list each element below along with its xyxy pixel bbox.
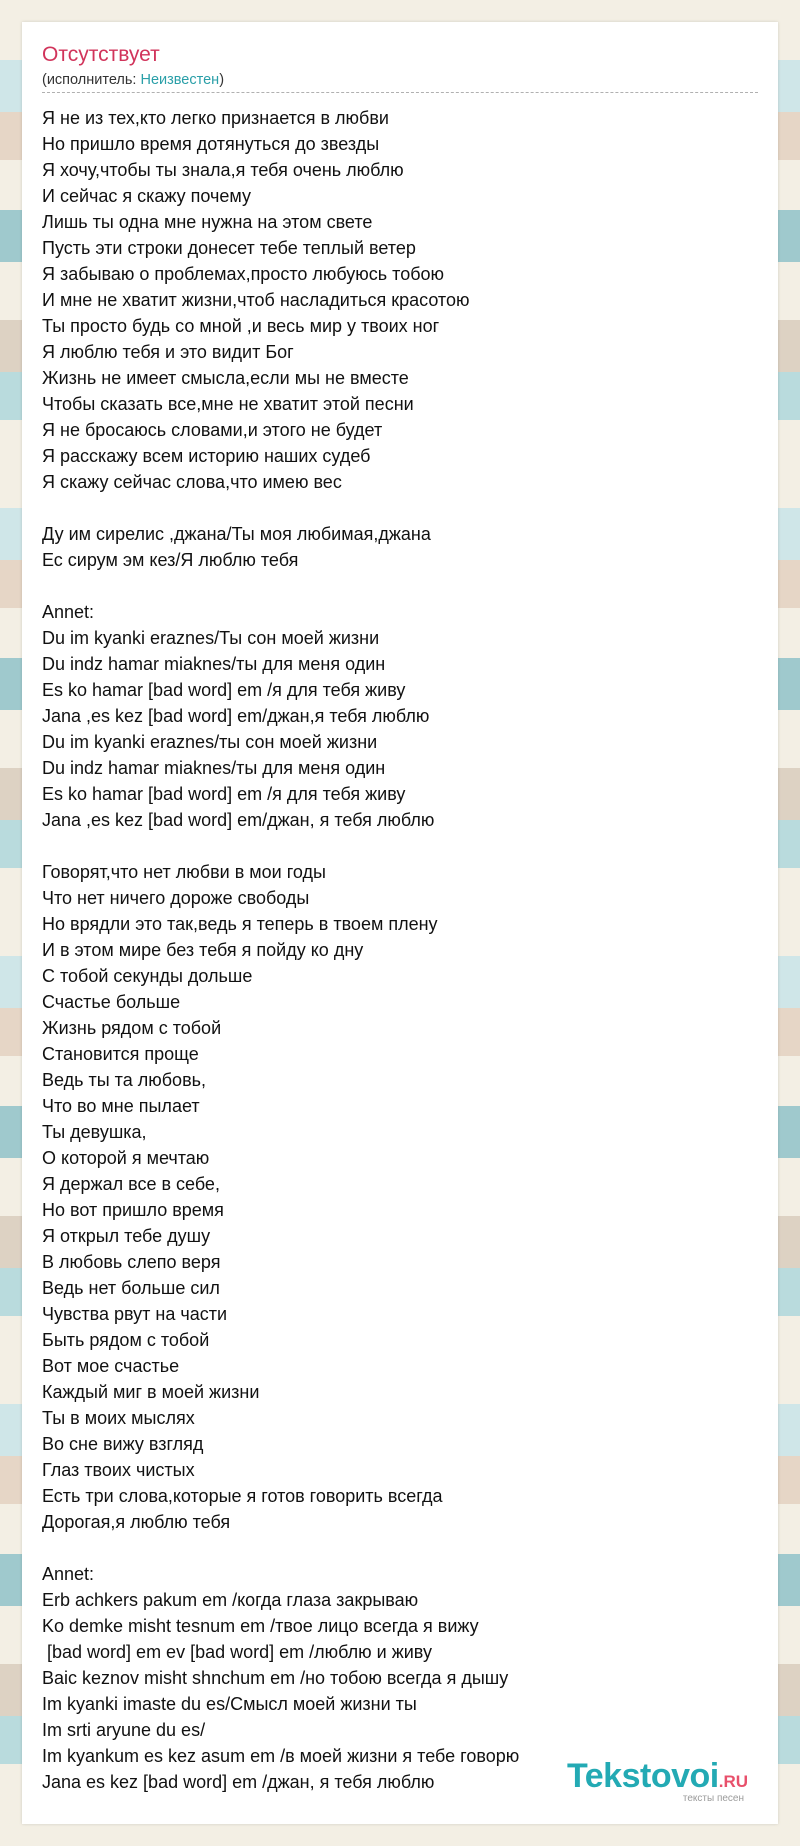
artist-prefix: (исполнитель:	[42, 72, 141, 88]
lyric-line: Jana es kez [bad word] em /джан, я тебя люблю	[42, 1772, 435, 1792]
lyric-line: С тобой секунды дольше	[42, 966, 253, 986]
lyric-line: Каждый миг в моей жизни	[42, 1382, 260, 1402]
lyric-line: Но вот пришло время	[42, 1200, 224, 1220]
lyric-line: Счастье больше	[42, 992, 181, 1012]
lyric-line: Я держал все в себе,	[42, 1174, 220, 1194]
lyric-line: Чувства рвут на части	[42, 1304, 228, 1324]
lyric-line: Ты девушка,	[42, 1122, 147, 1142]
lyric-line: Жизнь не имеет смысла,если мы не вместе	[42, 368, 409, 388]
lyric-line: Я не бросаюсь словами,и этого не будет	[42, 420, 383, 440]
lyric-line: В любовь слепо веря	[42, 1252, 221, 1272]
stanza-break	[42, 833, 758, 859]
divider	[42, 92, 758, 93]
artist-line	[42, 71, 224, 89]
lyric-line: Быть рядом с тобой	[42, 1330, 210, 1350]
lyric-line: Du im kyanki eraznes/ты сон моей жизни	[42, 732, 378, 752]
lyric-line: Es ko hamar [bad word] em /я для тебя живу	[42, 680, 406, 700]
lyric-line: Jana ,es kez [bad word] em/джан, я тебя люблю	[42, 810, 435, 830]
lyric-line: Что во мне пылает	[42, 1096, 200, 1116]
lyrics-body	[42, 105, 758, 1795]
lyric-line: Я скажу сейчас слова,что имею вес	[42, 472, 342, 492]
lyric-line: Становится проще	[42, 1044, 199, 1064]
lyric-line: Du indz hamar miaknes/ты для меня один	[42, 654, 386, 674]
lyric-line: [bad word] em ev [bad word] em /люблю и живу	[42, 1642, 432, 1662]
lyric-line: Annet:	[42, 1564, 95, 1584]
lyric-line: И мне не хватит жизни,чтоб насладиться красотою	[42, 290, 470, 310]
lyric-line: Im kyanki imaste du es/Смысл моей жизни ты	[42, 1694, 417, 1714]
logo-tld-text: .RU	[718, 1772, 748, 1791]
lyric-line: Но пришло время дотянуться до звезды	[42, 134, 380, 154]
lyric-line: Erb achkers pakum em /когда глаза закрываю	[42, 1590, 419, 1610]
lyric-line: Я не из тех,кто легко признается в любви	[42, 108, 389, 128]
lyric-line: И сейчас я скажу почему	[42, 186, 251, 206]
lyric-line: Во сне вижу взгляд	[42, 1434, 204, 1454]
lyric-line: Говорят,что нет любви в мои годы	[42, 862, 326, 882]
lyric-line: Чтобы сказать все,мне не хватит этой песни	[42, 394, 414, 414]
lyric-line: Я открыл тебе душу	[42, 1226, 211, 1246]
lyric-line: Du im kyanki eraznes/Ты сон моей жизни	[42, 628, 380, 648]
lyric-line: Ты просто будь со мной ,и весь мир у твоих ног	[42, 316, 440, 336]
lyric-line: Я забываю о проблемах,просто любуюсь тобою	[42, 264, 445, 284]
lyric-line: Но врядли это так,ведь я теперь в твоем плену	[42, 914, 438, 934]
stanza-break	[42, 1535, 758, 1561]
stanza-break	[42, 495, 758, 521]
site-logo[interactable]	[567, 1759, 748, 1804]
logo-tagline: тексты песен	[682, 1793, 744, 1804]
lyric-line: Есть три слова,которые я готов говорить всегда	[42, 1486, 443, 1506]
lyric-line: Вот мое счастье	[42, 1356, 180, 1376]
lyric-line: Жизнь рядом с тобой	[42, 1018, 222, 1038]
lyric-line: Ты в моих мыслях	[42, 1408, 195, 1428]
lyric-line: Jana ,es kez [bad word] em/джан,я тебя люблю	[42, 706, 430, 726]
lyric-line: Ес сирум эм кез/Я люблю тебя	[42, 550, 299, 570]
logo-wordmark	[567, 1759, 748, 1793]
lyric-line: Я хочу,чтобы ты знала,я тебя очень люблю	[42, 160, 404, 180]
lyric-line: Im srti aryune du es/	[42, 1720, 206, 1740]
lyric-line: Что нет ничего дороже свободы	[42, 888, 310, 908]
lyric-line: Дорогая,я люблю тебя	[42, 1512, 231, 1532]
lyric-line: Ду им сирелис ,джана/Ты моя любимая,джана	[42, 524, 431, 544]
lyric-line: О которой я мечтаю	[42, 1148, 210, 1168]
artist-suffix: )	[219, 72, 225, 88]
lyric-line: Es ko hamar [bad word] em /я для тебя живу	[42, 784, 406, 804]
logo-main-text: Tekstovoi	[567, 1757, 719, 1795]
song-title: Отсутствует	[42, 43, 160, 66]
lyric-line: Im kyankum es kez asum em /в моей жизни я тебе говорю	[42, 1746, 520, 1766]
lyric-line: Пусть эти строки донесет тебе теплый ветер	[42, 238, 416, 258]
stanza-break	[42, 573, 758, 599]
lyrics-card	[22, 22, 778, 1824]
lyric-line: Лишь ты одна мне нужна на этом свете	[42, 212, 373, 232]
artist-link[interactable]: Неизвестен	[140, 72, 220, 88]
lyric-line: Я расскажу всем историю наших судеб	[42, 446, 371, 466]
lyric-line: Глаз твоих чистых	[42, 1460, 195, 1480]
lyric-line: Baic keznov misht shnchum em /но тобою всегда я дышу	[42, 1668, 509, 1688]
lyric-line: Ko demke misht tesnum em /твое лицо всегда я вижу	[42, 1616, 479, 1636]
lyric-line: Ведь ты та любовь,	[42, 1070, 207, 1090]
lyric-line: Я люблю тебя и это видит Бог	[42, 342, 294, 362]
lyric-line: Annet:	[42, 602, 95, 622]
lyric-line: И в этом мире без тебя я пойду ко дну	[42, 940, 364, 960]
lyric-line: Du indz hamar miaknes/ты для меня один	[42, 758, 386, 778]
lyric-line: Ведь нет больше сил	[42, 1278, 220, 1298]
